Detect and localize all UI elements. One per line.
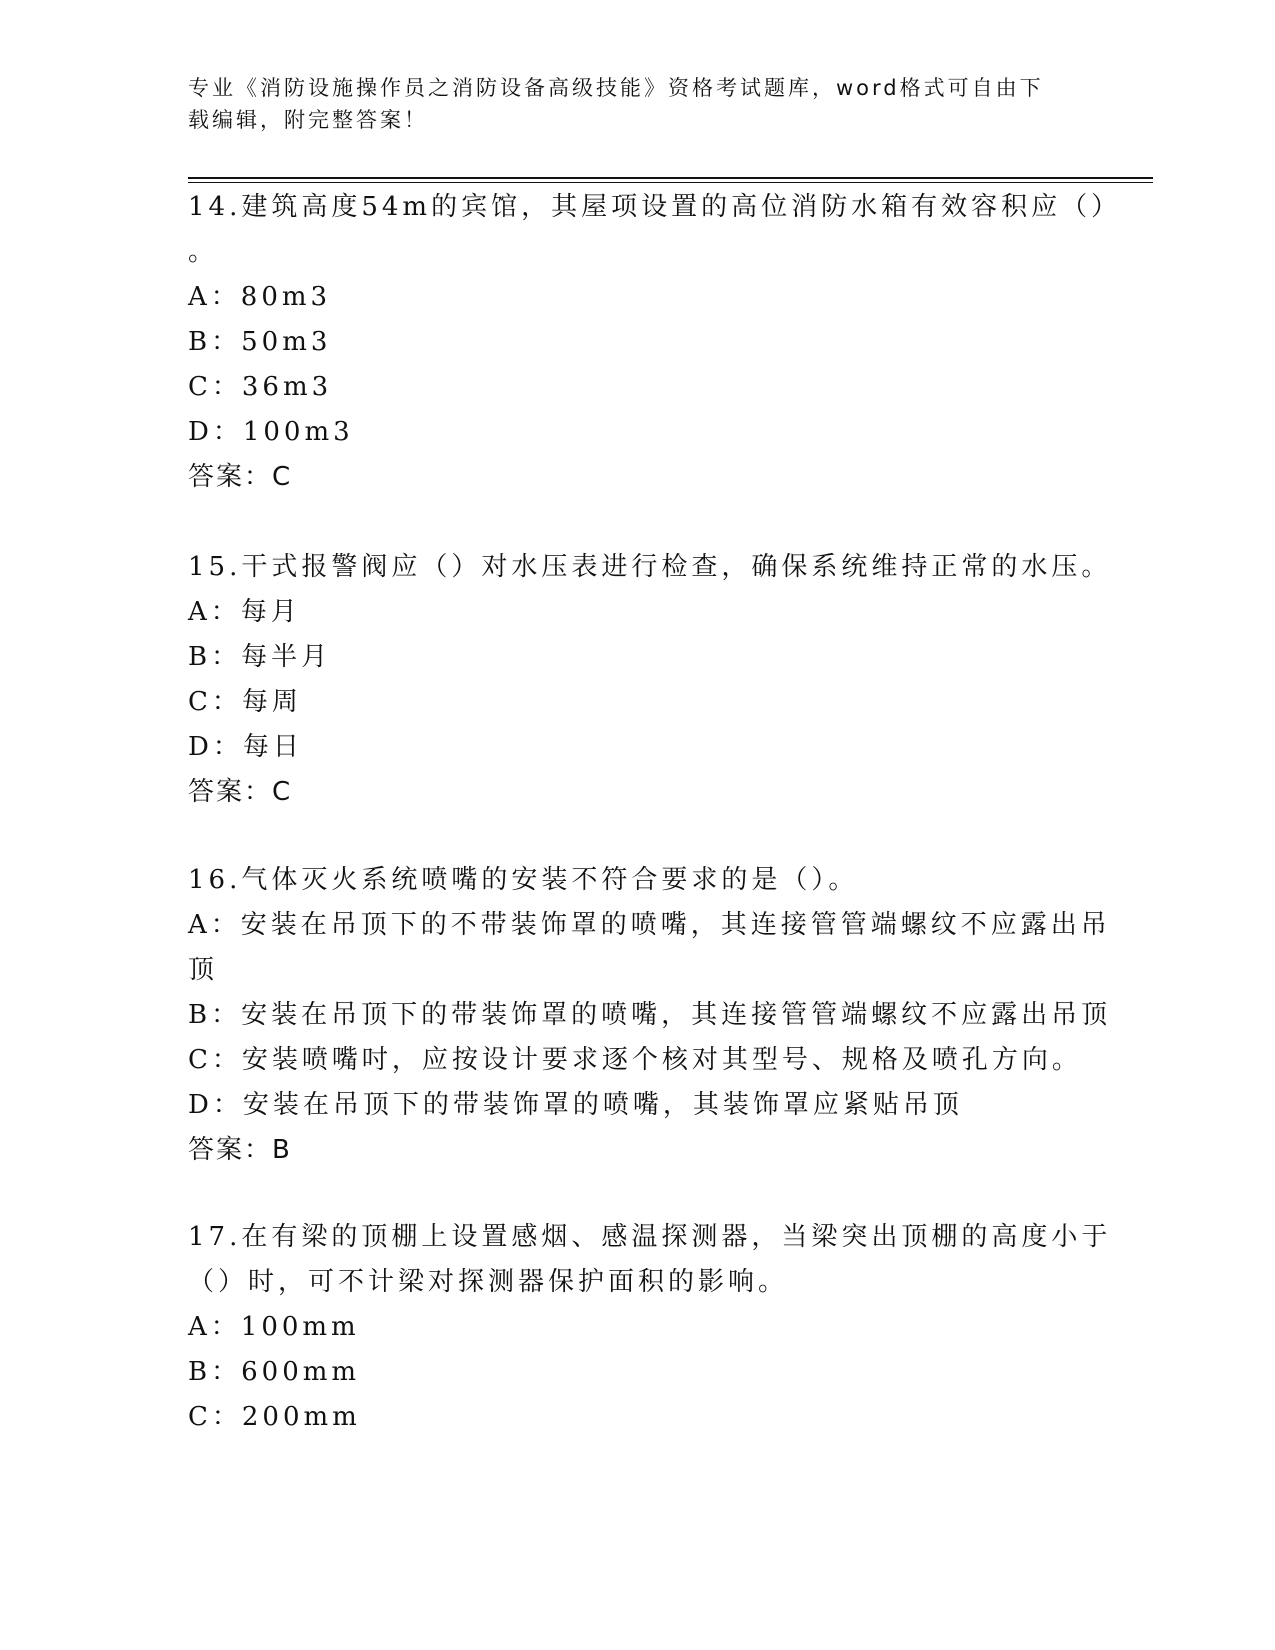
question-16 [188,858,1112,1173]
option-b: B：安装在吊顶下的带装饰罩的喷嘴，其连接管管端螺纹不应露出吊顶 [188,1000,1112,1030]
option-a-continued: 顶 [188,955,219,985]
question-stem-continued: 。 [188,237,219,267]
option-d: D：安装在吊顶下的带装饰罩的喷嘴，其装饰罩应紧贴吊顶 [188,1090,963,1120]
option-c: C：安装喷嘴吋，应按设计要求逐个核对其型号、规格及喷孔方向。 [188,1045,1082,1075]
question-14 [188,185,1122,500]
question-15 [188,545,1112,815]
question-stem-continued: （）时，可不计梁对探测器保护面积的影响。 [188,1267,789,1297]
option-b: B：600mm [188,1357,361,1387]
option-a: A：每月 [188,597,301,627]
header-divider-bottom [188,182,1153,183]
option-c: C：36m3 [188,372,333,402]
header-line-1: 专业《消防设施操作员之消防设备高级技能》资格考试题库，word格式可自由下 [188,76,1044,100]
option-b: B：每半月 [188,642,332,672]
question-stem: 14.建筑高度54m的宾馆，其屋项设置的高位消防水箱有效容积应（） [188,192,1122,222]
option-d: D：每日 [188,732,303,762]
question-stem: 17.在有梁的顶棚上设置感烟、感温探测器，当梁突出顶棚的高度小于 [188,1222,1112,1252]
question-17 [188,1215,1112,1440]
option-a: A：80m3 [188,282,332,312]
answer: 答案：C [188,777,293,807]
header-line-2: 载编辑，附完整答案！ [188,108,428,132]
answer: 答案：B [188,1135,292,1165]
question-stem: 15.干式报警阀应（）对水压表进行检查，确保系统维持正常的水压。 [188,552,1112,582]
answer: 答案：C [188,462,293,492]
question-stem: 16.气体灭火系统喷嘴的安装不符合要求的是（）。 [188,865,859,895]
option-c: C：每周 [188,687,302,717]
header-divider-top [188,177,1153,179]
option-a: A：安装在吊顶下的不带装饰罩的喷嘴，其连接管管端螺纹不应露出吊 [188,910,1111,940]
option-a: A：100mm [188,1312,360,1342]
option-b: B：50m3 [188,327,332,357]
document-header [188,72,1068,136]
option-d: D：100m3 [188,417,354,447]
option-c: C：200mm [188,1402,361,1432]
